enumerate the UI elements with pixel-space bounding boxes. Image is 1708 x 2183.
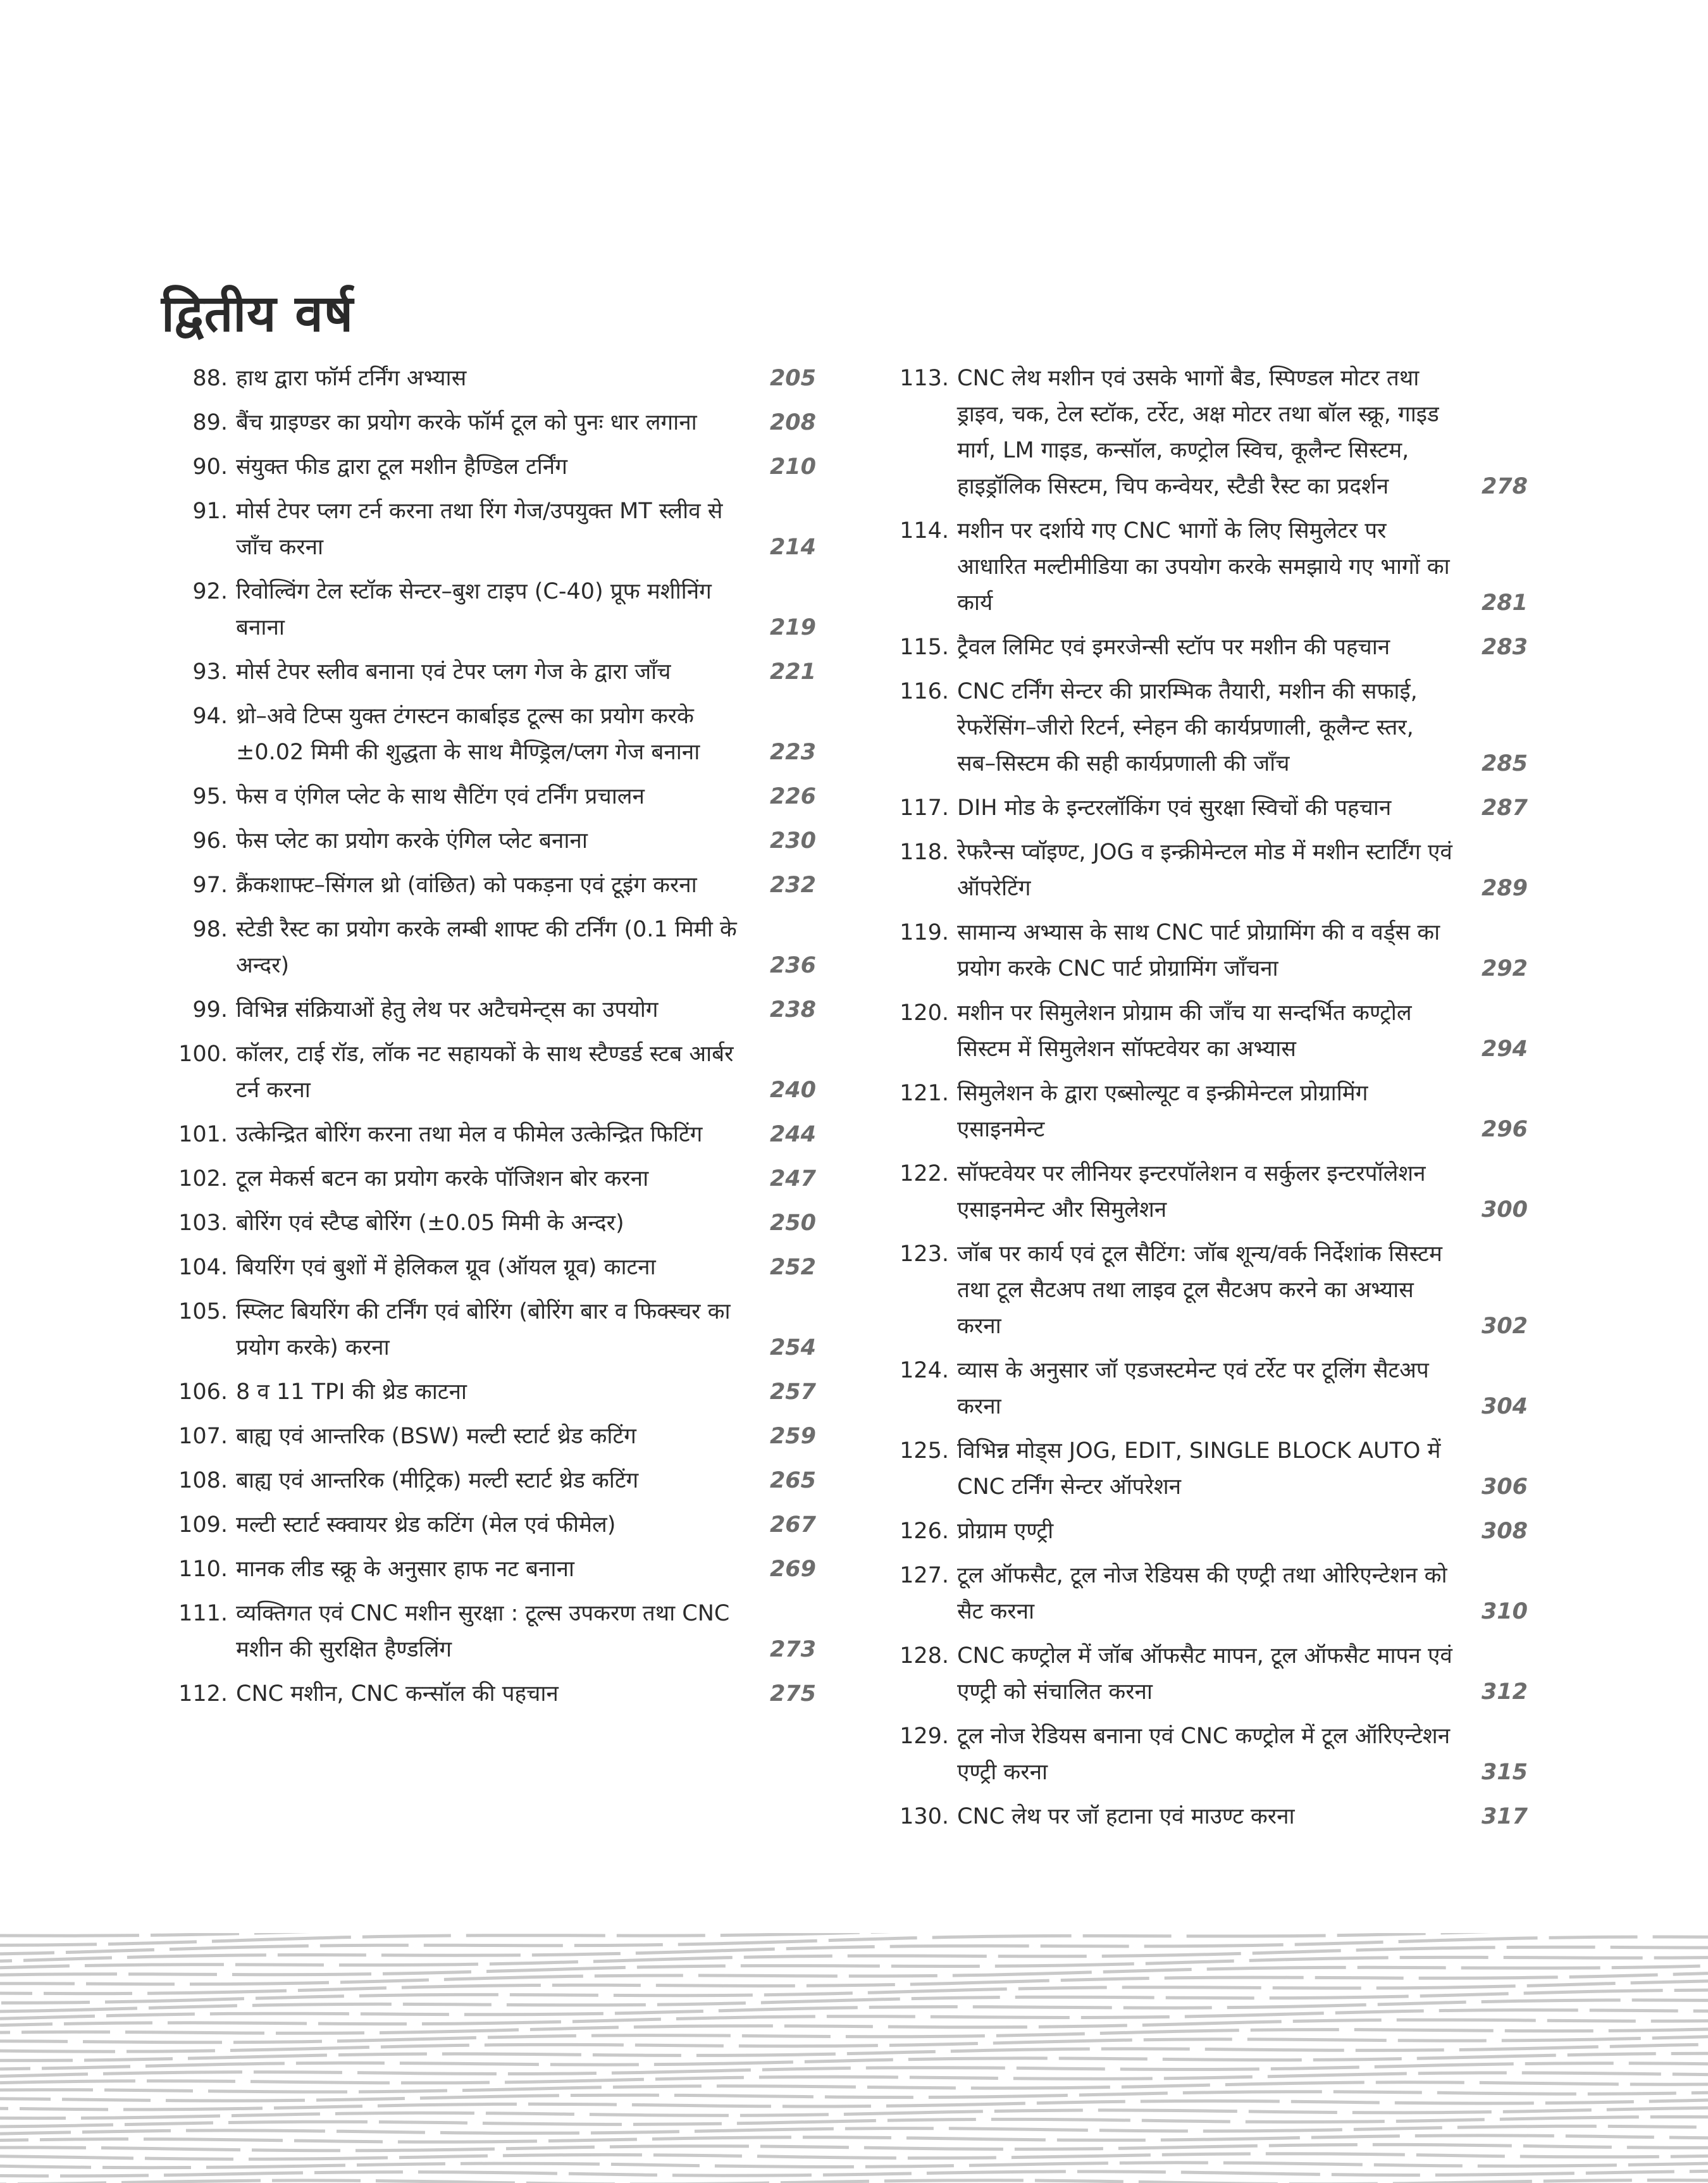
toc-entry — [161, 1250, 822, 1286]
toc-entry — [161, 779, 822, 815]
entry-page-number: 269 — [769, 1557, 816, 1582]
entry-number: 93. — [192, 659, 228, 685]
entry-number: 110. — [178, 1557, 228, 1582]
entry-title: मानक लीड स्क्रू के अनुसार हाफ नट बनाना — [236, 1557, 574, 1582]
entry-number: 119. — [900, 920, 949, 945]
entry-title: सॉफ्टवेयर पर लीनियर इन्टरपॉलेशन व सर्कुलर इन्टरपॉलेशन एसाइनमेन्ट और सिमुलेशन — [957, 1161, 1426, 1222]
entry-title: CNC मशीन, CNC कन्सॉल की पहचान — [236, 1681, 559, 1707]
entry-number: 113. — [900, 366, 949, 391]
entry-number: 128. — [900, 1643, 949, 1669]
toc-entry — [161, 1294, 822, 1366]
entry-number: 126. — [900, 1519, 949, 1544]
stripe-line — [0, 2163, 1708, 2168]
entry-number: 103. — [178, 1210, 228, 1236]
entry-title: DIH मोड के इन्टरलॉकिंग एवं सुरक्षा स्विचों की पहचान — [957, 795, 1392, 821]
entry-title: बाह्य एवं आन्तरिक (मीट्रिक) मल्टी स्टार्ट थ्रेड कटिंग — [236, 1468, 639, 1493]
stripe-line — [0, 2171, 1708, 2176]
entry-title: व्यास के अनुसार जॉ एडजस्टमेन्ट एवं टर्रेट पर टूलिंग सैटअप करना — [957, 1358, 1429, 1419]
entry-title: सिमुलेशन के द्वारा एब्सोल्यूट व इन्क्रीमेन्टल प्रोग्रामिंग एसाइनमेन्ट — [957, 1081, 1368, 1142]
entry-title: जॉब पर कार्य एवं टूल सैटिंग: जॉब शून्य/वर्क निर्देशांक सिस्टम तथा टूल सैटअप तथा लाइव टूल सैटअप करने का अभ्यास करना — [957, 1241, 1442, 1339]
entry-title: ट्रैवल लिमिट एवं इमरजेन्सी स्टॉप पर मशीन की पहचान — [957, 635, 1390, 660]
entry-page-number: 265 — [769, 1468, 816, 1493]
entry-page-number: 285 — [1481, 751, 1528, 776]
entry-title: बोरिंग एवं स्टैप्ड बोरिंग (±0.05 मिमी के अन्दर) — [236, 1210, 624, 1236]
entry-number: 106. — [178, 1379, 228, 1405]
entry-title: बाह्य एवं आन्तरिक (BSW) मल्टी स्टार्ट थ्रेड कटिंग — [236, 1424, 636, 1449]
entry-number: 109. — [178, 1512, 228, 1538]
toc-entry — [161, 1205, 822, 1241]
stripe-line — [0, 2136, 1708, 2142]
entry-title: मशीन पर सिमुलेशन प्रोग्राम की जाँच या सन्दर्भित कण्ट्रोल सिस्टम में सिमुलेशन सॉफ्टवेयर का अभ्यास — [957, 1000, 1412, 1062]
stripe-line — [0, 2144, 1708, 2150]
toc-entry — [161, 1036, 822, 1109]
entry-title: संयुक्त फीड द्वारा टूल मशीन हैण्डिल टर्निंग — [236, 454, 567, 480]
entry-page-number: 221 — [769, 659, 816, 685]
entry-page-number: 306 — [1481, 1474, 1528, 1500]
entry-title: बैंच ग्राइण्डर का प्रयोग करके फॉर्म टूल को पुनः धार लगाना — [236, 410, 697, 435]
entry-number: 111. — [178, 1601, 228, 1626]
entry-title: CNC लेथ पर जॉ हटाना एवं माउण्ट करना — [957, 1804, 1295, 1829]
toc-entry — [161, 405, 822, 441]
stripe-line — [0, 2117, 1708, 2127]
entry-title: हाथ द्वारा फॉर्म टर्निंग अभ्यास — [236, 366, 467, 391]
entry-number: 123. — [900, 1241, 949, 1267]
entry-title: फेस व एंगिल प्लेट के साथ सैटिंग एवं टर्निंग प्रचालन — [236, 784, 645, 809]
entry-page-number: 278 — [1481, 474, 1528, 499]
entry-title: कॉलर, टाई रॉड, लॉक नट सहायकों के साथ स्टैण्डर्ड स्टब आर्बर टर्न करना — [236, 1042, 734, 1103]
entry-number: 129. — [900, 1724, 949, 1749]
toc-entry — [882, 1236, 1534, 1345]
entry-title: बियरिंग एवं बुशों में हेलिकल ग्रूव (ऑयल ग्रूव) काटना — [236, 1255, 656, 1280]
entry-page-number: 247 — [769, 1166, 816, 1191]
entry-number: 95. — [192, 784, 228, 809]
toc-entry — [161, 654, 822, 690]
entry-page-number: 273 — [769, 1637, 816, 1662]
entry-number: 108. — [178, 1468, 228, 1493]
toc-entry — [161, 361, 822, 397]
entry-number: 89. — [192, 410, 228, 435]
toc-entry — [161, 1374, 822, 1410]
toc-entry — [882, 1076, 1534, 1148]
toc-entry — [161, 1463, 822, 1499]
toc-entry — [882, 995, 1534, 1067]
entry-title: टूल मेकर्स बटन का प्रयोग करके पॉजिशन बोर करना — [236, 1166, 649, 1191]
entry-number: 100. — [178, 1042, 228, 1067]
entry-page-number: 294 — [1481, 1036, 1528, 1062]
entry-page-number: 208 — [769, 410, 816, 435]
entry-title: CNC कण्ट्रोल में जॉब ऑफसैट मापन, टूल ऑफसैट मापन एवं एण्ट्री को संचालित करना — [957, 1643, 1452, 1705]
entry-page-number: 275 — [769, 1681, 816, 1707]
entry-number: 121. — [900, 1081, 949, 1106]
contents-column-right — [882, 361, 1534, 1843]
toc-entry — [161, 1161, 822, 1197]
toc-entry — [882, 1558, 1534, 1630]
toc-entry — [882, 835, 1534, 907]
toc-entry — [882, 1638, 1534, 1710]
entry-number: 115. — [900, 635, 949, 660]
toc-entry — [882, 915, 1534, 987]
toc-entry — [882, 513, 1534, 621]
entry-title: व्यक्तिगत एवं CNC मशीन सुरक्षा : टूल्स उपकरण तथा CNC मशीन की सुरक्षित हैण्डलिंग — [236, 1601, 730, 1662]
entry-number: 112. — [178, 1681, 228, 1707]
toc-entry — [882, 790, 1534, 826]
entry-title: 8 व 11 TPI की थ्रेड काटना — [236, 1379, 467, 1405]
entry-number: 102. — [178, 1166, 228, 1191]
toc-entry — [161, 494, 822, 566]
entry-number: 125. — [900, 1438, 949, 1464]
toc-entry — [882, 1433, 1534, 1505]
entry-number: 107. — [178, 1424, 228, 1449]
entry-page-number: 205 — [769, 366, 816, 391]
toc-entry — [161, 574, 822, 646]
entry-number: 98. — [192, 917, 228, 942]
entry-page-number: 250 — [769, 1210, 816, 1236]
entry-page-number: 312 — [1481, 1679, 1528, 1705]
decorative-stripes — [0, 1933, 1708, 2183]
entry-title: टूल नोज रेडियस बनाना एवं CNC कण्ट्रोल में टूल ऑरिएन्टेशन एण्ट्री करना — [957, 1724, 1451, 1785]
entry-page-number: 267 — [769, 1512, 816, 1538]
entry-title: फेस प्लेट का प्रयोग करके एंगिल प्लेट बनाना — [236, 828, 588, 854]
entry-page-number: 296 — [1481, 1117, 1528, 1142]
entry-title: विभिन्न संक्रियाओं हेतु लेथ पर अटैचमेन्ट्स का उपयोग — [236, 997, 659, 1023]
entry-page-number: 240 — [769, 1078, 816, 1103]
entry-page-number: 283 — [1481, 635, 1528, 660]
entry-page-number: 287 — [1481, 795, 1528, 821]
entry-number: 130. — [900, 1804, 949, 1829]
entry-page-number: 226 — [769, 784, 816, 809]
entry-title: स्प्लिट बियरिंग की टर्निंग एवं बोरिंग (बोरिंग बार व फिक्स्चर का प्रयोग करके) करना — [236, 1299, 731, 1360]
stripe-line — [0, 1933, 1708, 1954]
entry-title: उत्केन्द्रित बोरिंग करना तथा मेल व फीमेल उत्केन्द्रित फिटिंग — [236, 1122, 703, 1147]
toc-entry — [161, 699, 822, 771]
entry-page-number: 304 — [1481, 1394, 1528, 1419]
toc-entry — [161, 449, 822, 485]
entry-page-number: 252 — [769, 1255, 816, 1280]
entry-page-number: 281 — [1481, 590, 1528, 616]
toc-entry — [161, 1552, 822, 1588]
entry-title: मशीन पर दर्शाये गए CNC भागों के लिए सिमुलेटर पर आधारित मल्टीमीडिया का उपयोग करके समझाये गए भागों का कार्य — [957, 518, 1450, 616]
entry-number: 120. — [900, 1000, 949, 1026]
entry-page-number: 232 — [769, 873, 816, 898]
entry-title: थ्रो–अवे टिप्स युक्त टंगस्टन कार्बाइड टूल्स का प्रयोग करके ±0.02 मिमी की शुद्धता के साथ मैण्ड्रिल/प्लग गेज बनाना — [236, 704, 700, 765]
entry-title: टूल ऑफसैट, टूल नोज रेडियस की एण्ट्री तथा ओरिएन्टेशन को सैट करना — [957, 1563, 1447, 1624]
entry-number: 101. — [178, 1122, 228, 1147]
toc-entry — [882, 1353, 1534, 1425]
entry-number: 96. — [192, 828, 228, 854]
entry-page-number: 223 — [769, 740, 816, 765]
entry-page-number: 244 — [769, 1122, 816, 1147]
entry-number: 92. — [192, 579, 228, 604]
entry-number: 105. — [178, 1299, 228, 1324]
entry-number: 127. — [900, 1563, 949, 1588]
toc-entry — [161, 1596, 822, 1668]
stripe-line — [0, 2180, 1708, 2183]
entry-number: 124. — [900, 1358, 949, 1383]
entry-title: मल्टी स्टार्ट स्क्वायर थ्रेड कटिंग (मेल एवं फीमेल) — [236, 1512, 616, 1538]
entry-page-number: 259 — [769, 1424, 816, 1449]
toc-entry — [882, 630, 1534, 666]
entry-title: विभिन्न मोड्स JOG, EDIT, SINGLE BLOCK AUTO में CNC टर्निंग सेन्टर ऑपरेशन — [957, 1438, 1441, 1500]
contents-column-left — [161, 361, 822, 1720]
entry-title: CNC टर्निंग सेन्टर की प्रारम्भिक तैयारी, मशीन की सफाई, रेफरेंसिंग–जीरो रिटर्न, स्नेहन की कार्यप्रणाली, कूलैन्ट स्तर, सब–सिस्टम की सही कार्यप्रणाली की जाँच — [957, 679, 1418, 776]
toc-entry — [161, 1419, 822, 1455]
entry-title: स्टेडी रैस्ट का प्रयोग करके लम्बी शाफ्ट की टर्निंग (0.1 मिमी के अन्दर) — [236, 917, 737, 978]
entry-page-number: 315 — [1481, 1760, 1528, 1785]
entry-title: CNC लेथ मशीन एवं उसके भागों बैड, स्पिण्डल मोटर तथा ड्राइव, चक, टेल स्टॉक, टर्रेट, अक्ष मोटर तथा बॉल स्क्रू, गाइड मार्ग, LM गाइड, कन्सॉल, कण्ट्रोल स्विच, कूलैन्ट सिस्टम, हाइड्रॉलिक सिस्टम, चिप कन्वेयर, स्टैडी रैस्ट का प्रदर्शन — [957, 366, 1439, 499]
entry-page-number: 310 — [1481, 1599, 1528, 1624]
entry-page-number: 257 — [769, 1379, 816, 1405]
entry-title: मोर्स टेपर प्लग टर्न करना तथा रिंग गेज/उपयुक्त MT स्लीव से जाँच करना — [236, 499, 723, 560]
stripe-line — [0, 2154, 1708, 2160]
section-heading: द्वितीय वर्ष — [161, 284, 354, 343]
toc-entry — [161, 992, 822, 1028]
entry-number: 88. — [192, 366, 228, 391]
entry-page-number: 214 — [769, 535, 816, 560]
entry-page-number: 238 — [769, 997, 816, 1023]
entry-page-number: 308 — [1481, 1519, 1528, 1544]
entry-title: क्रैंकशाफ्ट–सिंगल थ्रो (वांछित) को पकड़ना एवं टूइंग करना — [236, 873, 697, 898]
toc-entry — [882, 674, 1534, 782]
entry-number: 117. — [900, 795, 949, 821]
entry-page-number: 292 — [1481, 956, 1528, 981]
toc-entry — [161, 1507, 822, 1543]
entry-title: मोर्स टेपर स्लीव बनाना एवं टेपर प्लग गेज के द्वारा जाँच — [236, 659, 671, 685]
toc-entry — [882, 1799, 1534, 1835]
toc-entry — [882, 1156, 1534, 1228]
stripe-line — [0, 2082, 1708, 2092]
toc-entry — [161, 823, 822, 859]
stripe-line — [0, 2037, 1708, 2051]
entry-page-number: 219 — [769, 615, 816, 640]
toc-entry — [161, 1117, 822, 1153]
entry-number: 99. — [192, 997, 228, 1023]
entry-number: 94. — [192, 704, 228, 729]
entry-number: 122. — [900, 1161, 949, 1186]
entry-page-number: 300 — [1481, 1197, 1528, 1222]
toc-entry — [161, 912, 822, 984]
entry-page-number: 230 — [769, 828, 816, 854]
entry-number: 116. — [900, 679, 949, 704]
stripe-line — [0, 2126, 1708, 2134]
entry-number: 90. — [192, 454, 228, 480]
entry-page-number: 210 — [769, 454, 816, 480]
entry-number: 118. — [900, 840, 949, 865]
entry-page-number: 302 — [1481, 1314, 1528, 1339]
entry-page-number: 254 — [769, 1335, 816, 1360]
entry-number: 97. — [192, 873, 228, 898]
entry-number: 91. — [192, 499, 228, 524]
entry-title: रिवोल्विंग टेल स्टॉक सेन्टर–बुश टाइप (C-40) प्रूफ मशीनिंग बनाना — [236, 579, 712, 640]
toc-entry — [161, 1676, 822, 1712]
entry-page-number: 236 — [769, 953, 816, 978]
toc-entry — [882, 1719, 1534, 1791]
entry-number: 104. — [178, 1255, 228, 1280]
entry-title: रेफरैन्स प्वॉइण्ट, JOG व इन्क्रीमेन्टल मोड में मशीन स्टार्टिंग एवं ऑपरेटिंग — [957, 840, 1452, 901]
entry-page-number: 317 — [1481, 1804, 1528, 1829]
entry-title: सामान्य अभ्यास के साथ CNC पार्ट प्रोग्रामिंग की व वर्ड्स का प्रयोग करके CNC पार्ट प्रोग्रामिंग जाँचना — [957, 920, 1440, 981]
entry-page-number: 289 — [1481, 876, 1528, 901]
entry-title: प्रोग्राम एण्ट्री — [957, 1519, 1054, 1544]
toc-entry — [882, 1514, 1534, 1550]
toc-entry — [161, 868, 822, 904]
toc-entry — [882, 361, 1534, 505]
entry-number: 114. — [900, 518, 949, 544]
